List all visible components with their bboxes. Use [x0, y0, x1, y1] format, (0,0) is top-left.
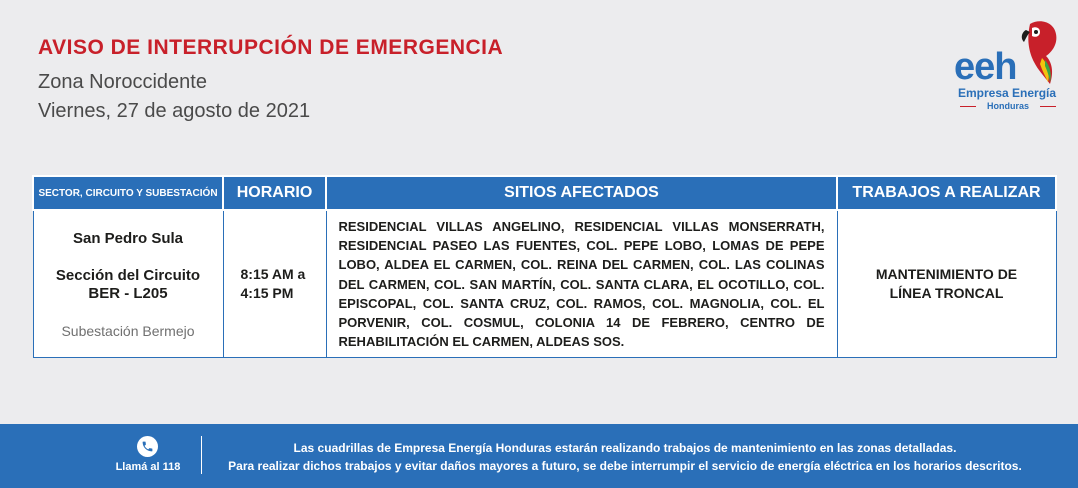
notice-date: Viernes, 27 de agosto de 2021 — [38, 100, 311, 122]
table-header-row — [33, 176, 1056, 210]
zone-label: Zona Noroccidente — [38, 71, 207, 93]
table-row — [33, 210, 1056, 358]
works-line-2: LÍNEA TRONCAL — [889, 285, 1004, 302]
footer-divider — [201, 436, 202, 474]
header-trabajos: TRABAJOS A REALIZAR — [837, 176, 1056, 210]
logo-wordmark: eeh — [954, 46, 1017, 88]
footer-line-1: Las cuadrillas de Empresa Energía Honduras estarán realizando trabajos de mantenimiento en las zonas detalladas. — [293, 441, 957, 455]
header-sector: SECTOR, CIRCUITO Y SUBESTACIÓN — [33, 176, 223, 210]
sector-circuit — [38, 267, 219, 303]
sector-substation: Subestación Bermejo — [61, 322, 195, 339]
sector-cell — [33, 210, 223, 358]
phone-label[interactable]: Llamá al 118 — [115, 461, 181, 473]
logo-company-name: Empresa Energía — [958, 86, 1057, 100]
outage-table — [32, 175, 1057, 358]
circuit-line-1: Sección del Circuito — [55, 266, 201, 284]
works-cell — [837, 210, 1056, 358]
notice-title: AVISO DE INTERRUPCIÓN DE EMERGENCIA — [38, 36, 504, 59]
schedule-line-1: 8:15 AM a — [240, 266, 306, 283]
affected-sites-cell: RESIDENCIAL VILLAS ANGELINO, RESIDENCIAL VILLAS MONSERRATH, RESIDENCIAL PASEO LAS FUENTES, COL. PEPE LOBO, LOMAS DE PEPE LOBO, ALDEA EL CARMEN, COL. REINA DEL CARMEN, COL. LAS COLINAS DEL CARMEN, COL. SAN MARTÍN, COL. SANTA CLARA, EL OCOTILLO, COL. EPISCOPAL, COL. SANTA CRUZ, COL. RAMOS, COL. MAGNOLIA, COL. EL PORVENIR, COL. COSMUL, COLONIA 14 DE FEBRERO, CENTRO DE REHABILITACIÓN EL CARMEN, ALDEAS SOS. — [326, 210, 837, 358]
header-horario: HORARIO — [223, 176, 326, 210]
macaw-icon — [1012, 18, 1058, 88]
logo-country: Honduras — [960, 101, 1056, 111]
header-sitios: SITIOS AFECTADOS — [326, 176, 837, 210]
works-line-1: MANTENIMIENTO DE — [875, 266, 1018, 283]
footer-message — [210, 439, 1040, 475]
phone-icon[interactable] — [137, 436, 158, 457]
circuit-line-2: BER - L205 — [88, 284, 168, 302]
footer-line-2: Para realizar dichos trabajos y evitar daños mayores a futuro, se debe interrumpir el servicio de energía eléctrica en los horarios descritos. — [228, 459, 1022, 473]
sector-city: San Pedro Sula — [72, 229, 184, 247]
schedule-line-2: 4:15 PM — [240, 285, 294, 302]
company-logo — [948, 18, 1060, 118]
footer-banner — [0, 424, 1078, 488]
schedule-cell — [223, 210, 326, 358]
